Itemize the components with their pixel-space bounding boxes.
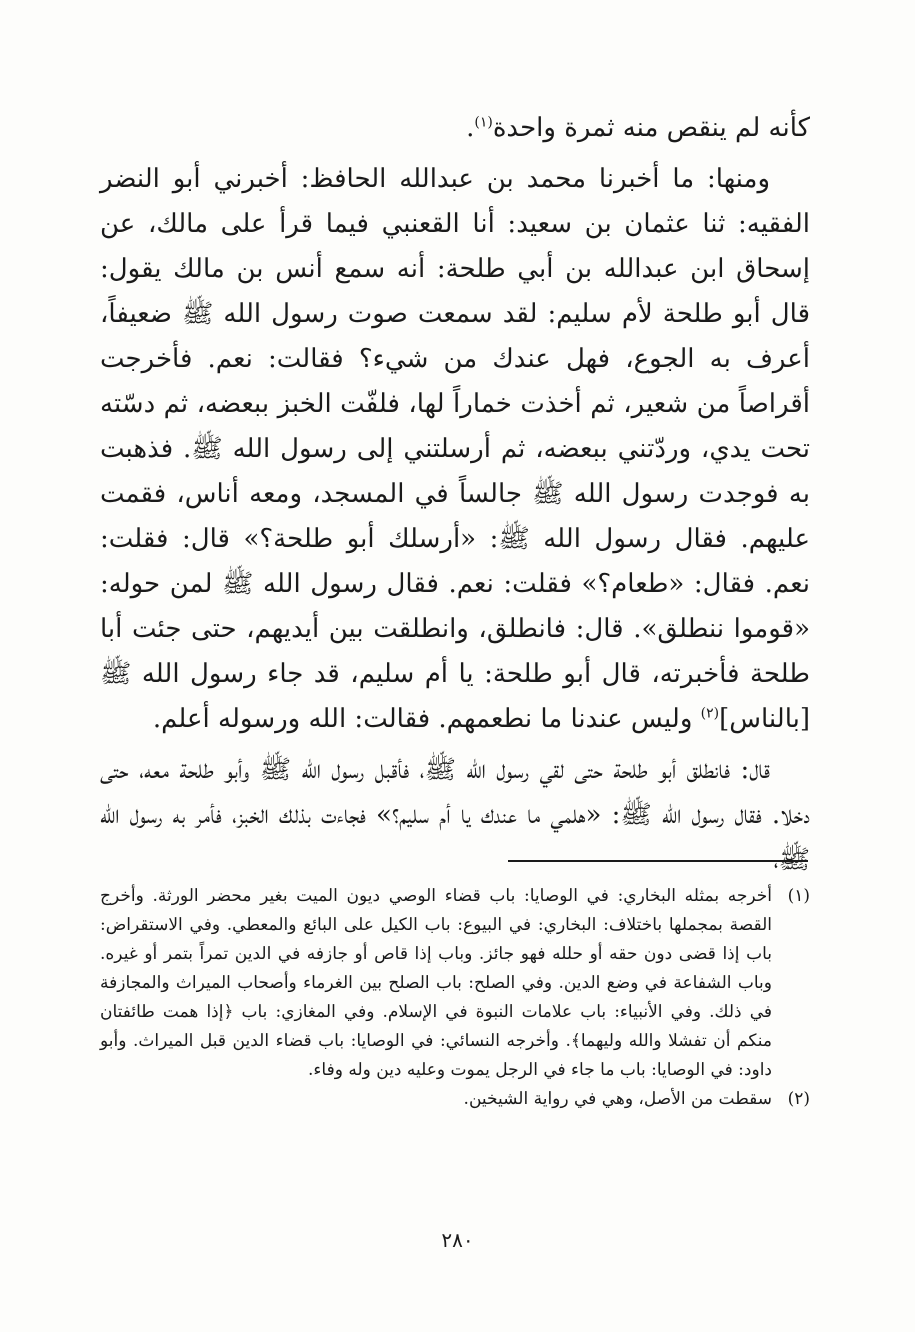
footnote-marker-1: (١) bbox=[474, 114, 493, 131]
main-paragraph-2 bbox=[100, 157, 810, 742]
main-paragraph-1 bbox=[100, 106, 810, 151]
end-period: . bbox=[466, 113, 475, 143]
footnote-separator bbox=[508, 860, 808, 862]
footnote-1-number: (١) bbox=[787, 886, 810, 906]
footnote-2-number: (٢) bbox=[787, 1089, 810, 1109]
footnotes bbox=[100, 882, 810, 1114]
footnote-2-text: سقطت من الأصل، وهي في رواية الشيخين. bbox=[463, 1089, 772, 1109]
main-paragraph-3: قال: فانطلق أبو طلحة حتى لقي رسول الله ﷺ، فأقبل رسول الله ﷺ وأبو طلحة معه، حتى دخلا. فقال رسول الله ﷺ: «هلمي ما عندك يا أم سليم؟» فجاءت بذلك الخبز، فأمر به رسول الله ﷺ، bbox=[100, 755, 810, 875]
footnote-1 bbox=[100, 882, 810, 1085]
main-text bbox=[100, 100, 810, 883]
footnote-2 bbox=[100, 1085, 810, 1114]
footnote-1-text: أخرجه بمثله البخاري: في الوصايا: باب قضاء الوصي ديون الميت بغير محضر الورثة. وأخرج القصة بمجملها باختلاف: البخاري: في البيوع: باب الكيل على البائع والمعطي. وفي الاستقراض: باب إذا قضى دون حقه أو حلله فهو جائز. وباب إذا قاص أو جازفه في الدين تمراً بتمر أو غيره. وباب الشفاعة في وضع الدين. وفي الصلح: باب الصلح بين الغرماء وأصحاب الميراث والمجازفة في ذلك. وفي الأنبياء: باب علامات النبوة في الإسلام. وفي المغازي: باب ﴿إذا همت طائفتان منكم أن تفشلا والله وليهما﴾. وأخرجه النسائي: في الوصايا: باب قضاء الدين قبل الميراث. وأبو داود: في الوصايا: باب ما جاء في الرجل يموت وعليه دين وله وفاء. bbox=[100, 886, 772, 1080]
footnote-marker-2: (٢) bbox=[700, 705, 720, 722]
page-number: ٢٨٠ bbox=[441, 1228, 474, 1252]
main-paragraph-2-tail: وليس عندنا ما نطعمهم. فقالت: الله ورسوله أعلم. bbox=[152, 704, 693, 734]
main-paragraph-2-text: ومنها: ما أخبرنا محمد بن عبدالله الحافظ: أخبرني أبو النضر الفقيه: ثنا عثمان بن سعيد: أنا القعنبي فيما قرأ على مالك، عن إسحاق ابن عبدالله بن أبي طلحة: أنه سمع أنس بن مالك يقول: قال أبو طلحة لأم سليم: لقد سمعت صوت رسول الله ﷺ ضعيفاً، أعرف به الجوع، فهل عندك من شيء؟ فقالت: نعم. فأخرجت أقراصاً من شعير، ثم أخذت خماراً لها، فلفّت الخبز ببعضه، ثم دسّته تحت يدي، وردّتني ببعضه، ثم أرسلتني إلى رسول الله ﷺ. فذهبت به فوجدت رسول الله ﷺ جالساً في المسجد، ومعه أناس، فقمت عليهم. فقال رسول الله ﷺ: «أرسلك أبو طلحة؟» قال: فقلت: نعم. فقال: «طعام؟» فقلت: نعم. فقال رسول الله ﷺ لمن حوله: «قوموا ننطلق». قال: فانطلق، وانطلقت بين أيديهم، حتى جئت أبا طلحة فأخبرته، قال أبو طلحة: يا أم سليم، قد جاء رسول الله ﷺ [بالناس] bbox=[100, 164, 810, 734]
main-paragraph-1-text: كأنه لم ينقص منه ثمرة واحدة bbox=[492, 113, 810, 143]
